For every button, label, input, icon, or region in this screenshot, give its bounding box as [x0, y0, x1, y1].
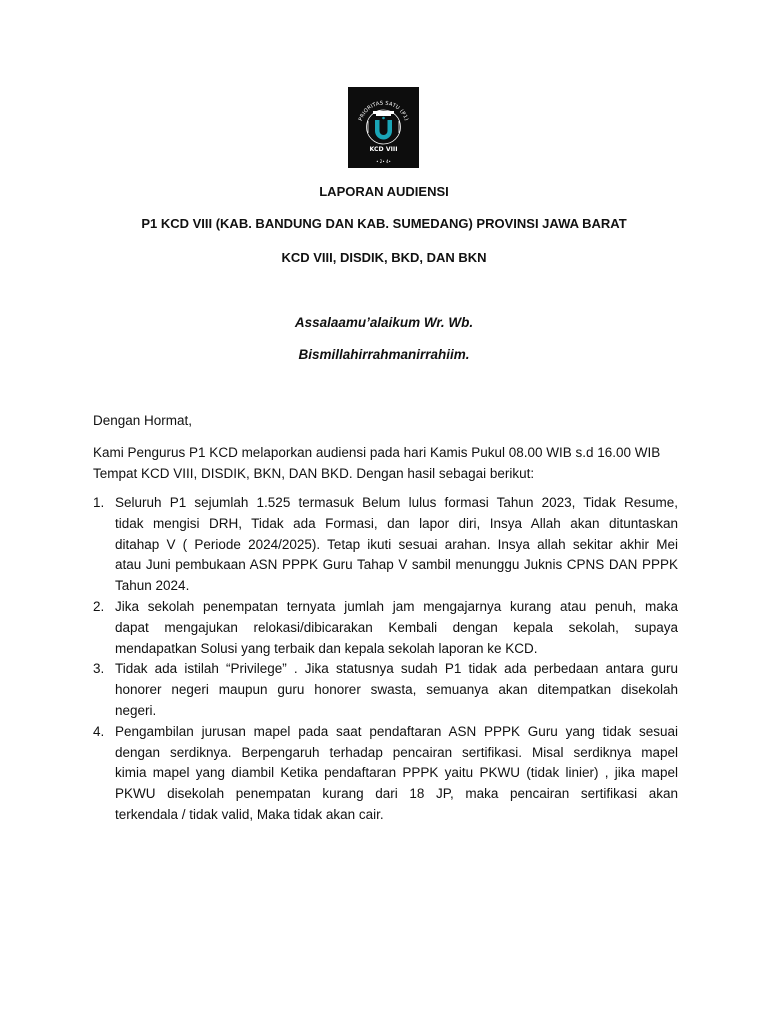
report-subtitle: P1 KCD VIII (KAB. BANDUNG DAN KAB. SUMEDANG) PROVINSI JAWA BARAT: [141, 216, 627, 231]
list-item-line: atau Juni pembukaan ASN PPPK Guru Tahap V sambil menunggu Juknis CPNS DAN PPPK: [115, 557, 678, 573]
list-item-line: Pengambilan jurusan mapel pada saat pendaftaran ASN PPPK Guru yang tidak sesuai: [115, 723, 678, 739]
result-points-list: [93, 493, 678, 826]
list-item-line: Tidak ada istilah “Privilege” . Jika statusnya sudah P1 tidak ada perbedaan antara guru: [115, 661, 678, 677]
list-item: [93, 722, 678, 826]
list-item-line: kimia mapel yang diambil Ketika pendaftaran PPPK yaitu PKWU (tidak linier) , jika mapel: [115, 765, 678, 781]
report-title: LAPORAN AUDIENSI: [319, 184, 449, 199]
list-item-line: PKWU disekolah penempatan kurang dari 18 JP, maka pencairan sertifikasi akan: [115, 786, 678, 802]
list-item: [93, 659, 678, 721]
list-item-line: Tahun 2024.: [115, 578, 190, 594]
list-item-line: honorer negeri maupun guru honorer swasta, semuanya akan ditempatkan disekolah: [115, 682, 678, 698]
list-item: [93, 493, 678, 597]
list-item-line: dengan serdiknya. Berpengaruh terhadap pencairan sertifikasi. Misal serdiknya mapel: [115, 744, 678, 760]
list-item-line: ditahap V ( Periode 2024/2025). Tetap ikuti sesuai arahan. Insya allah sekitar akhir Mei: [115, 536, 678, 552]
greeting-basmalah: Bismillahirrahmanirrahiim.: [298, 347, 470, 362]
greeting-salam: Assalaamu’alaikum Wr. Wb.: [294, 315, 474, 330]
list-item-line: tidak mengisi DRH, Tidak ada Formasi, dan lapor diri, Insya Allah akan dituntaskan: [115, 515, 678, 531]
report-parties: KCD VIII, DISDIK, BKD, DAN BKN: [281, 250, 487, 265]
list-item-line: Jika sekolah penempatan ternyata jumlah jam mengajarnya kurang atau penuh, maka: [115, 598, 678, 614]
intro-line: Tempat KCD VIII, DISDIK, BKN, DAN BKD. Dengan hasil sebagai berikut:: [93, 466, 535, 481]
list-item-number: 3.: [93, 661, 105, 677]
kcd-viii-logo: [348, 87, 419, 168]
list-item-line: dapat mengajukan relokasi/dibicarakan Kembali dengan kepala sekolah, supaya: [115, 619, 678, 635]
logo-arc-text: PRIORITAS SATU (P1): [357, 100, 410, 122]
list-item-line: negeri.: [115, 702, 157, 718]
intro-line: Kami Pengurus P1 KCD melaporkan audiensi pada hari Kamis Pukul 08.00 WIB s.d 16.00 WIB: [93, 445, 661, 460]
logo-label: KCD VIII: [369, 146, 398, 153]
intro-paragraph: [93, 442, 678, 484]
list-item: [93, 597, 678, 659]
list-item-number: 1.: [93, 495, 105, 510]
list-item-line: terkendala / tidak valid, Maka tidak akan cair.: [115, 806, 384, 822]
opening-salutation: Dengan Hormat,: [93, 413, 193, 428]
list-item-line: mendapatkan Solusi yang terbaik dan kepala sekolah laporan ke KCD.: [115, 640, 538, 656]
list-item-number: 4.: [93, 723, 105, 739]
logo-bottom-mark: • 2• 4•: [376, 159, 391, 164]
list-item-line: Seluruh P1 sejumlah 1.525 termasuk Belum lulus formasi Tahun 2023, Tidak Resume,: [115, 495, 678, 510]
list-item-number: 2.: [93, 598, 105, 614]
